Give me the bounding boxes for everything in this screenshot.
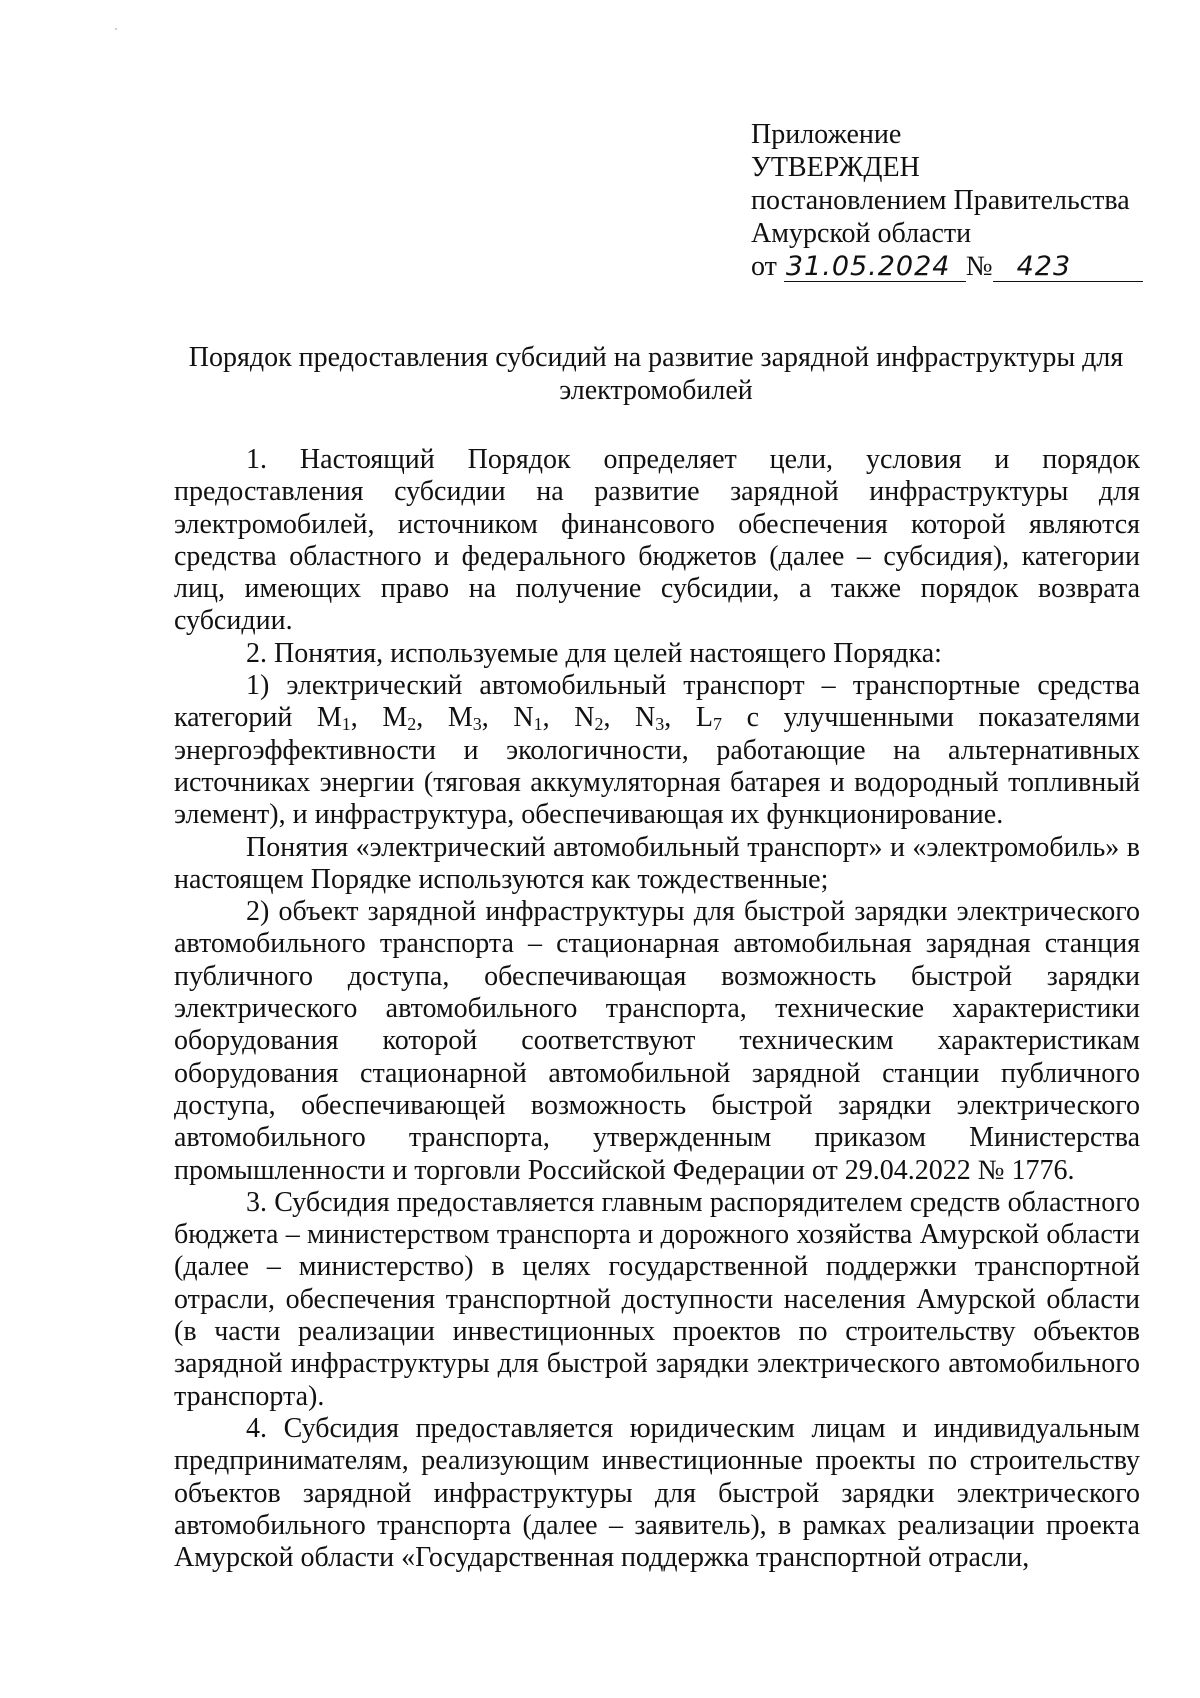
document-title: Порядок предоставления субсидий на развитие зарядной инфраструктуры для электромобилей xyxy=(188,342,1124,406)
resolution-label: постановлением Правительства xyxy=(751,185,1130,216)
number-prefix: № xyxy=(965,251,993,282)
appendix-label: Приложение xyxy=(751,119,902,150)
paragraph-5: 2) объект зарядной инфраструктуры для быстрой зарядки электрического автомобильного транспорта – стационарная автомобильная зарядная станция публичного доступа, обеспечивающая возможность быстрой зарядки электрического автомобильного транспорта, технические характеристики оборудования которой соответствуют техническим характеристикам оборудования стационарной автомобильной зарядной станции публичного доступа, обеспечивающей возможность быстрой зарядки электрического автомобильного транспорта, утвержденным приказом Министерства промышленности и торговли Российской Федерации от 29.04.2022 № 1776. xyxy=(174,896,1140,1186)
category-m3: $M_3$ xyxy=(447,702,482,735)
paragraph-4: Понятия «электрический автомобильный транспорт» и «электромобиль» в настоящем Порядке используются как тождественные; xyxy=(174,831,1140,895)
category-m2: $M_2$ xyxy=(382,702,417,735)
paragraph-3: 1) электрический автомобильный транспорт – транспортные средства категорий $M_1$, $M_2$, $M_3$, $N_1$, $N_2$, $N_3$, $L_7$ с улучшенными показателями энергоэффективности и экологичности, работающие на альтернативных источниках энергии (тяговая аккумуляторная батарея и водородный топливный элемент), и инфраструктура, обеспечивающая их функционирование. xyxy=(174,670,1141,831)
region-label: Амурской области xyxy=(751,218,972,249)
date-number-line xyxy=(751,250,1151,283)
document-body xyxy=(174,444,1140,1574)
scan-speck xyxy=(115,28,117,30)
paragraph-3-start: 1) электрический автомобильный транспорт – транспортные средства категорий xyxy=(174,670,1140,734)
paragraph-3-end: с улучшенными показателями энергоэффективности и экологичности, работающие на альтернативных источниках энергии (тяговая аккумуляторная батарея и водородный топливный элемент), и инфраструктура, обеспечивающая их функционирование. xyxy=(174,702,1141,831)
date-prefix: от xyxy=(751,251,777,282)
approved-label: УТВЕРЖДЕН xyxy=(751,152,920,183)
category-n1: $N_1$ xyxy=(513,702,543,735)
paragraph-6: 3. Субсидия предоставляется главным распорядителем средств областного бюджета – министерством транспорта и дорожного хозяйства Амурской области (далее – министерство) в целях государственной поддержки транспортной отрасли, обеспечения транспортной доступности населения Амурской области (в части реализации инвестиционных проектов по строительству объектов зарядной инфраструктуры для быстрой зарядки электрического автомобильного транспорта). xyxy=(174,1186,1140,1412)
category-l7: $L_7$ xyxy=(695,702,722,735)
handwritten-date: 31.05.2024 xyxy=(784,253,966,282)
paragraph-1: 1. Настоящий Порядок определяет цели, условия и порядок предоставления субсидии на развитие зарядной инфраструктуры для электромобилей, источником финансового обеспечения которой являются средства областного и федерального бюджетов (далее – субсидия), категории лиц, имеющих право на получение субсидии, а также порядок возврата субсидии. xyxy=(174,444,1140,637)
paragraph-2: 2. Понятия, используемые для целей настоящего Порядка: xyxy=(246,637,942,669)
category-m1: $M_1$ xyxy=(316,702,351,735)
approval-block xyxy=(751,118,1151,283)
category-n3: $N_3$ xyxy=(635,702,665,735)
handwritten-number: 423 xyxy=(993,253,1143,282)
paragraph-7: 4. Субсидия предоставляется юридическим лицам и индивидуальным предпринимателям, реализующим инвестиционные проекты по строительству объектов зарядной инфраструктуры для быстрой зарядки электрического автомобильного транспорта (далее – заявитель), в рамках реализации проекта Амурской области «Государственная поддержка транспортной отрасли, xyxy=(174,1412,1140,1574)
category-n2: $N_2$ xyxy=(574,702,604,735)
